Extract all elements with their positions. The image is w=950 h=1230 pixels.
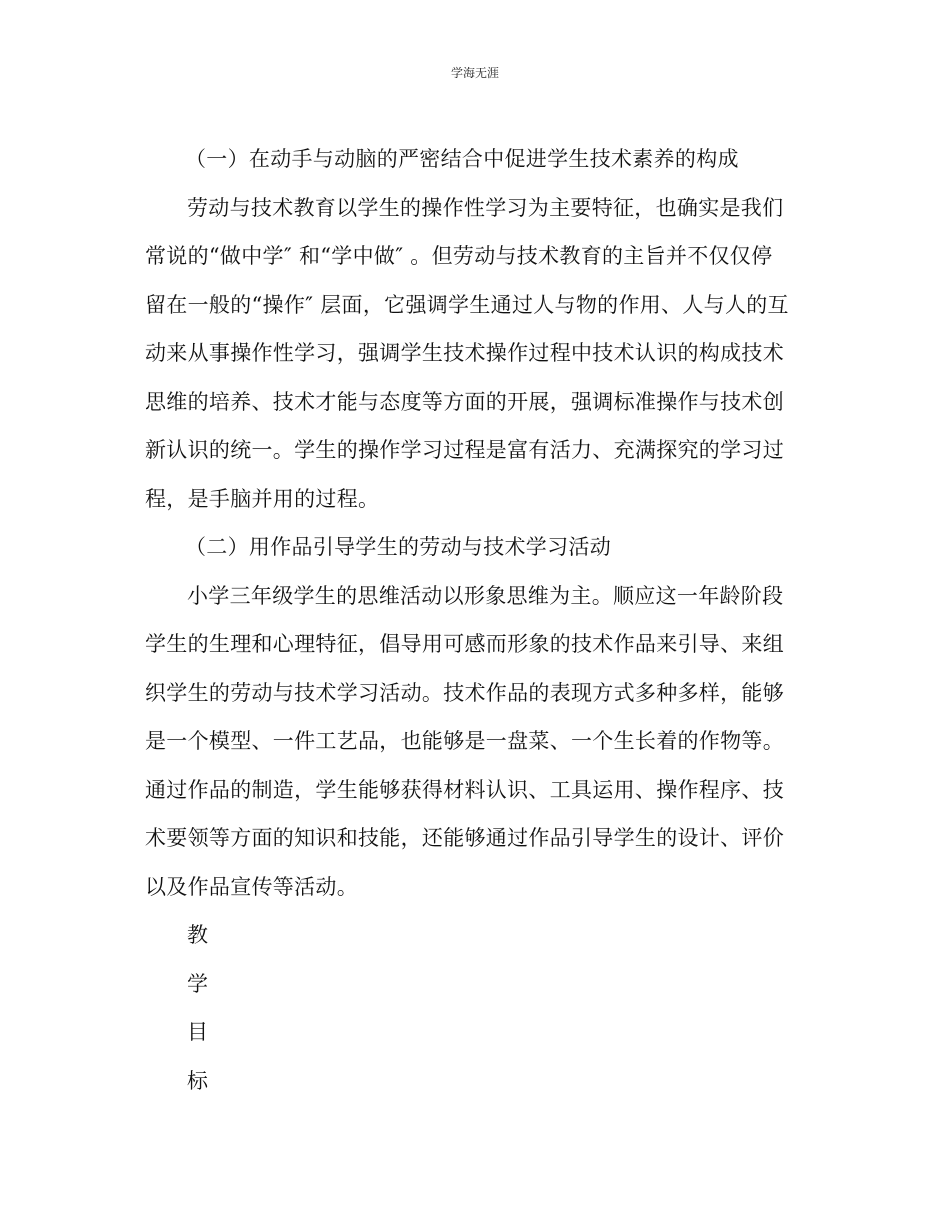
section-heading-1: （一）在动手与动脑的严密结合中促进学生技术素养的构成 <box>185 147 739 171</box>
paragraph-line: 术要领等方面的知识和技能，还能够通过作品引导学生的设计、评价 <box>145 826 784 850</box>
paragraph-line: 织学生的劳动与技术学习活动。技术作品的表现方式多种多样，能够 <box>145 680 784 705</box>
vertical-title-char: 标 <box>187 1068 208 1093</box>
paragraph-line: 思维的培养、技术才能与态度等方面的开展，强调标准操作与技术创 <box>145 389 784 414</box>
vertical-title-char: 教 <box>187 923 208 947</box>
section-heading-2: （二）用作品引导学生的劳动与技术学习活动 <box>185 535 611 559</box>
paragraph-line: 常说的“做中学″ 和“学中做″ 。但劳动与技术教育的主旨并不仅仅停 <box>145 244 773 268</box>
paragraph-line: 以及作品宣传等活动。 <box>145 874 358 899</box>
paragraph-line: 动来从事操作性学习，强调学生技术操作过程中技术认识的构成技术 <box>145 341 784 365</box>
paragraph-line: 留在一般的“操作″ 层面，它强调学生通过人与物的作用、人与人的互 <box>145 292 789 317</box>
vertical-title-char: 学 <box>187 971 208 996</box>
vertical-title-char: 目 <box>187 1020 208 1044</box>
paragraph-line: 劳动与技术教育以学生的操作性学习为主要特征，也确实是我们 <box>187 195 784 220</box>
paragraph-line: 通过作品的制造，学生能够获得材料认识、工具运用、操作程序、技 <box>145 777 784 802</box>
document-body <box>145 135 807 1105</box>
paragraph-line: 是一个模型、一件工艺品，也能够是一盘菜、一个生长着的作物等。 <box>145 729 784 753</box>
paragraph-line: 学生的生理和心理特征，倡导用可感而形象的技术作品来引导、来组 <box>145 632 784 656</box>
paragraph-line: 程，是手脑并用的过程。 <box>145 486 380 511</box>
paragraph-line: 新认识的统一。学生的操作学习过程是富有活力、充满探究的学习过 <box>145 438 784 462</box>
page-header: 学海无涯 <box>450 66 499 80</box>
paragraph-line: 小学三年级学生的思维活动以形象思维为主。顺应这一年龄阶段 <box>187 583 784 608</box>
